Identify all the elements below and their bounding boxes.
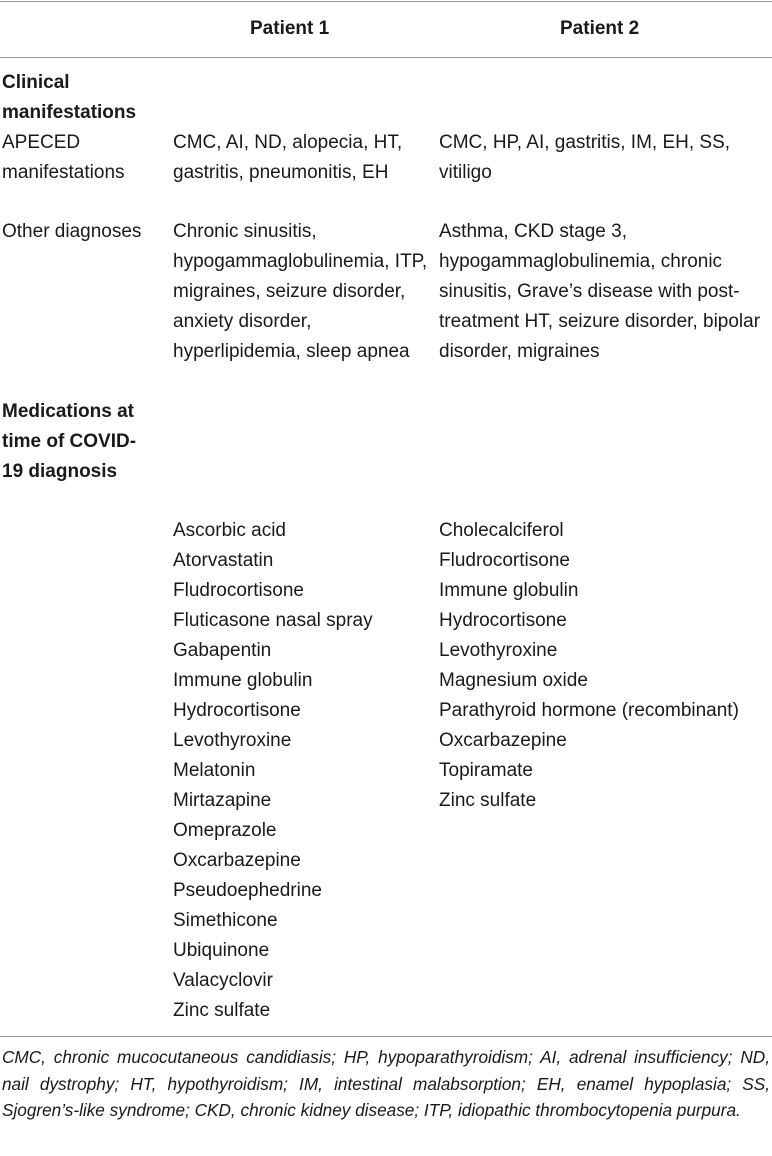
medication-item: Mirtazapine	[173, 790, 272, 811]
medication-item: Oxcarbazepine	[439, 730, 567, 751]
medication-list-patient-1	[173, 516, 428, 1026]
cell-other-patient-2: Asthma, CKD stage 3, hypogammaglobulinemia, chronic sinusitis, Grave’s disease with post-treatment HT, seizure disorder, bipolar disorder, migraines	[439, 221, 761, 362]
medication-item: Fluticasone nasal spray	[173, 610, 373, 631]
medication-item: Ascorbic acid	[173, 520, 286, 541]
cell-other-patient-1: Chronic sinusitis, hypogammaglobulinemia, ITP, migraines, seizure disorder, anxiety disorder, hyperlipidemia, sleep apnea	[173, 221, 428, 362]
section-label-medications: Medications at time of COVID-19 diagnosis	[2, 401, 137, 482]
cell-apeced-patient-1: CMC, AI, ND, alopecia, HT, gastritis, pneumonitis, EH	[173, 132, 403, 183]
medication-item: Hydrocortisone	[439, 610, 567, 631]
medication-item: Valacyclovir	[173, 970, 273, 991]
medication-item: Gabapentin	[173, 640, 272, 661]
medication-item: Fludrocortisone	[173, 580, 304, 601]
medication-item: Levothyroxine	[173, 730, 292, 751]
medication-item: Oxcarbazepine	[173, 850, 301, 871]
cell-apeced-patient-2: CMC, HP, AI, gastritis, IM, EH, SS, vitiligo	[439, 132, 731, 183]
medication-item: Omeprazole	[173, 820, 277, 841]
header-rule	[0, 57, 772, 58]
medication-item: Fludrocortisone	[439, 550, 570, 571]
medication-item: Immune globulin	[173, 670, 313, 691]
section-label-clinical: Clinical manifestations	[2, 72, 137, 123]
row-label-other-diagnoses: Other diagnoses	[2, 221, 142, 242]
medication-list-patient-2	[439, 516, 772, 816]
medication-item: Hydrocortisone	[173, 700, 301, 721]
medication-item: Ubiquinone	[173, 940, 270, 961]
medication-item: Zinc sulfate	[439, 790, 537, 811]
header-patient-1: Patient 1	[250, 18, 330, 39]
medication-item: Simethicone	[173, 910, 278, 931]
medication-item: Atorvastatin	[173, 550, 274, 571]
medication-item: Levothyroxine	[439, 640, 558, 661]
medication-item: Immune globulin	[439, 580, 579, 601]
table-footnote: CMC, chronic mucocutaneous candidiasis; HP, hypoparathyroidism; AI, adrenal insufficiency; ND, nail dystrophy; HT, hypothyroidism; IM, intestinal malabsorption; EH, enamel hypoplasia; SS, Sjogren’s-like syndrome; CKD, chronic kidney disease; ITP, idiopathic thrombocytopenia purpura.	[2, 1047, 770, 1120]
medication-item: Melatonin	[173, 760, 256, 781]
medication-item: Magnesium oxide	[439, 670, 588, 691]
medication-item: Topiramate	[439, 760, 533, 781]
row-label-apeced: APECED manifestations	[2, 132, 125, 183]
medication-item: Pseudoephedrine	[173, 880, 322, 901]
table-top-rule	[0, 1, 772, 2]
medication-item: Zinc sulfate	[173, 1000, 271, 1021]
medication-item: Cholecalciferol	[439, 520, 564, 541]
medication-item: Parathyroid hormone (recombinant)	[439, 700, 739, 721]
header-patient-2: Patient 2	[560, 18, 640, 39]
table-bottom-rule	[0, 1036, 772, 1037]
